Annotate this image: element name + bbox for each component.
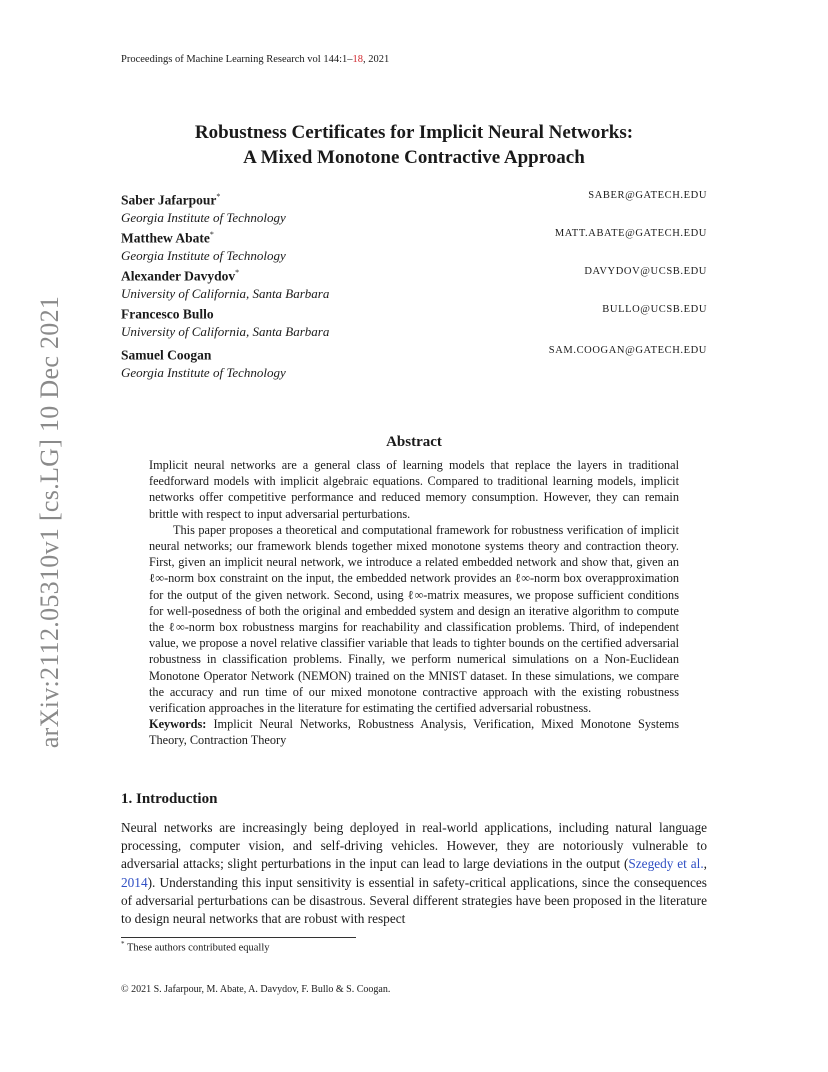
- author-affiliation: University of California, Santa Barbara: [121, 285, 330, 301]
- abstract-paragraph-2: This paper proposes a theoretical and computational framework for robustness verification of implicit neural networks; our framework blends together mixed monotone systems theory and contraction theory. First, given an implicit neural network, we introduce a related embedded network and show that, given an ℓ∞-norm box constraint on the input, the embedded network provides an ℓ∞-norm box overapproximation for the output of the given network. Second, using ℓ∞-matrix measures, we propose sufficient conditions for well-posedness of both the original and embedded system and design an iterative algorithm to compute the ℓ∞-norm box robustness margins for reachability and classification problems. Third, of independent value, we propose a novel relative classifier variable that leads to tighter bounds on the certified adversarial robustness in classification problems. Finally, we perform numerical simulations on a Non-Euclidean Monotone Operator Network (NEMON) trained on the MNIST dataset. In these simulations, we compare the accuracy and run time of our mixed monotone contractive approach with the existing robustness verification approaches in the literature for estimating the certified adversarial robustness.: [149, 522, 679, 716]
- abstract-paragraph-1: Implicit neural networks are a general class of learning models that replace the layers in traditional feedforward models with implicit algebraic equations. Compared to traditional learning models, implicit networks offer competitive performance and reduced memory consumption. However, they can remain brittle with respect to input adversarial perturbations.: [149, 458, 679, 521]
- author-name: Francesco Bullo: [121, 306, 214, 322]
- copyright-line: © 2021 S. Jafarpour, M. Abate, A. Davydov, F. Bullo & S. Coogan.: [121, 984, 391, 995]
- venue-text: Proceedings of Machine Learning Research vol 144:1–: [121, 54, 353, 65]
- author-name: Samuel Coogan: [121, 347, 212, 363]
- author-name: Alexander Davydov*: [121, 268, 240, 284]
- author-block: [121, 264, 707, 302]
- venue-line: [121, 54, 389, 65]
- abstract-body: [149, 457, 679, 749]
- footnote: * These authors contributed equally: [121, 940, 270, 954]
- keywords-line: [149, 716, 679, 748]
- section-heading-introduction: 1. Introduction: [121, 791, 218, 807]
- author-affiliation: Georgia Institute of Technology: [121, 364, 286, 380]
- venue-year: , 2021: [363, 54, 390, 65]
- abstract-heading: Abstract: [386, 434, 442, 450]
- author-name: Saber Jafarpour*: [121, 192, 221, 208]
- author-email[interactable]: SABER@GATECH.EDU: [588, 190, 707, 201]
- author-name: Matthew Abate*: [121, 230, 214, 246]
- paper-title: [0, 120, 828, 170]
- introduction-paragraph: Neural networks are increasingly being deployed in real-world applications, including natural language processing, computer vision, and self-driving vehicles. However, they are notoriously vulnerable to adversarial attacks; slight perturbations in the input can lead to large deviations in the output (Szegedy et al., 2014). Understanding this input sensitivity is essential in safety-critical applications, since the consequences of adversarial perturbations can be disastrous. Several different strategies have been proposed in the literature to design neural networks that are robust with respect: [121, 820, 707, 927]
- footnote-divider: [121, 937, 356, 938]
- author-affiliation: Georgia Institute of Technology: [121, 247, 286, 263]
- arxiv-identifier[interactable]: arXiv:2112.05310v1 [cs.LG] 10 Dec 2021: [35, 295, 64, 749]
- keywords-text: Implicit Neural Networks, Robustness Analysis, Verification, Mixed Monotone Systems Theory, Contraction Theory: [149, 717, 679, 748]
- author-block: [121, 188, 707, 226]
- author-email[interactable]: SAM.COOGAN@GATECH.EDU: [548, 345, 707, 356]
- author-email[interactable]: BULLO@UCSB.EDU: [602, 304, 707, 315]
- citation-year-link[interactable]: 2014: [121, 874, 148, 890]
- author-affiliation: University of California, Santa Barbara: [121, 323, 330, 339]
- author-email[interactable]: MATT.ABATE@GATECH.EDU: [554, 228, 707, 239]
- citation-author-link[interactable]: Szegedy et al.: [628, 856, 704, 872]
- author-block: [121, 302, 707, 340]
- author-block: [121, 226, 707, 264]
- title-line-2: A Mixed Monotone Contractive Approach: [243, 147, 585, 168]
- author-block: [121, 343, 707, 381]
- author-affiliation: Georgia Institute of Technology: [121, 209, 286, 225]
- keywords-label: Keywords:: [149, 717, 207, 732]
- title-line-1: Robustness Certificates for Implicit Neural Networks:: [194, 122, 634, 143]
- author-email[interactable]: DAVYDOV@UCSB.EDU: [584, 266, 707, 277]
- page-count-link[interactable]: 18: [352, 54, 364, 65]
